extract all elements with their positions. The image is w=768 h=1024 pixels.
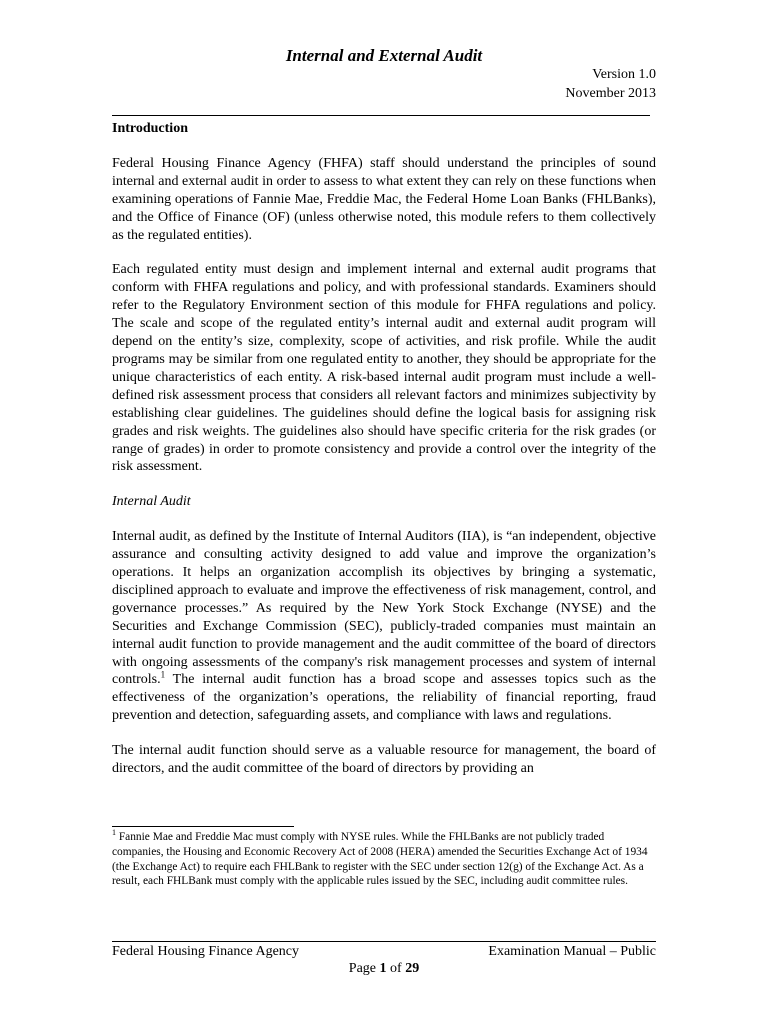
footnote — [112, 830, 656, 889]
footnote-marker: 1 — [112, 828, 116, 838]
page-of: of — [386, 961, 406, 976]
header-divider — [112, 115, 650, 116]
internal-audit-paragraph-2: The internal audit function should serve as a valuable resource for management, the board of directors, and the audit committee of the board of directors by providing an — [112, 743, 656, 777]
page-total: 29 — [405, 961, 420, 976]
introduction-paragraph-2: Each regulated entity must design and implement internal and external audit programs that conform with FHFA regulations and policy, and with professional standards. Examiners should refer to the Regulatory Environment section of this module for FHFA regulations and policy. The scale and scope of the regulated entity’s internal audit and external audit program will depend on the entity’s size, complexity, scope of activities, and risk profile. While the audit programs may be similar from one regulated entity to another, they should be appropriate for the unique characteristics of each entity. A risk-based internal audit program must include a well-defined risk assessment process that considers all relevant factors and minimizes subjectivity by establishing clear guidelines. The guidelines should define the logical basis for assigning risk grades and risk weights. The guidelines also should have specific criteria for the risk grades (or range of grades) in order to promote consistency and provide a control over the integrity of the risk assessment. — [112, 262, 656, 475]
footer-divider — [112, 941, 656, 942]
page-current: 1 — [379, 961, 387, 976]
document-title: Internal and External Audit — [285, 46, 483, 65]
page-number — [0, 961, 768, 977]
internal-audit-paragraph-1 — [112, 528, 656, 725]
footnote-reference[interactable]: 1 — [160, 669, 166, 680]
internal-audit-paragraph-1-continued: The internal audit function has a broad scope and assesses topics such as the effectiveness of the organization’s operations, the reliability of financial reporting, fraud prevention and detection, safeguarding assets, and compliance with laws and regulations. — [112, 672, 656, 724]
date-label: November 2013 — [565, 86, 656, 101]
introduction-paragraph-1: Federal Housing Finance Agency (FHFA) staff should understand the principles of sound internal and external audit in order to assess to what extent they can rely on these functions when examining operations of Fannie Mae, Freddie Mac, the Federal Home Loan Banks (FHLBanks), and the Office of Finance (OF) (unless otherwise noted, this module refers to them collectively as the regulated entities). — [112, 155, 656, 243]
footer-manual: Examination Manual – Public — [488, 944, 656, 959]
internal-audit-heading: Internal Audit — [112, 494, 191, 510]
introduction-heading: Introduction — [112, 121, 188, 136]
page-prefix: Page — [348, 961, 380, 976]
internal-audit-paragraph-1-text: Internal audit, as defined by the Institute of Internal Auditors (IIA), is “an independent, objective assurance and consulting activity designed to add value and improve the organization’s operations. It helps an organization accomplish its objectives by bringing a systematic, disciplined approach to evaluate and improve the effectiveness of risk management, control, and governance processes.” As required by the New York Stock Exchange (NYSE) and the Securities and Exchange Commission (SEC), publicly-traded companies must maintain an internal audit function to provide management and the audit committee of the board of directors with ongoing assessments of the company's risk management processes and system of internal controls. — [112, 529, 656, 688]
version-label: Version 1.0 — [592, 67, 656, 82]
document-body — [112, 120, 656, 795]
footnote-divider — [112, 826, 294, 827]
footer-agency: Federal Housing Finance Agency — [112, 944, 300, 959]
footnote-text: Fannie Mae and Freddie Mac must comply with NYSE rules. While the FHLBanks are not publicly traded companies, the Housing and Economic Recovery Act of 2008 (HERA) amended the Securities Exchange Act of 1934 (the Exchange Act) to require each FHLBank to register with the SEC under section 12(g) of the Exchange Act. As a result, each FHLBank must comply with the applicable rules issued by the SEC, including audit committee rules. — [112, 831, 648, 888]
